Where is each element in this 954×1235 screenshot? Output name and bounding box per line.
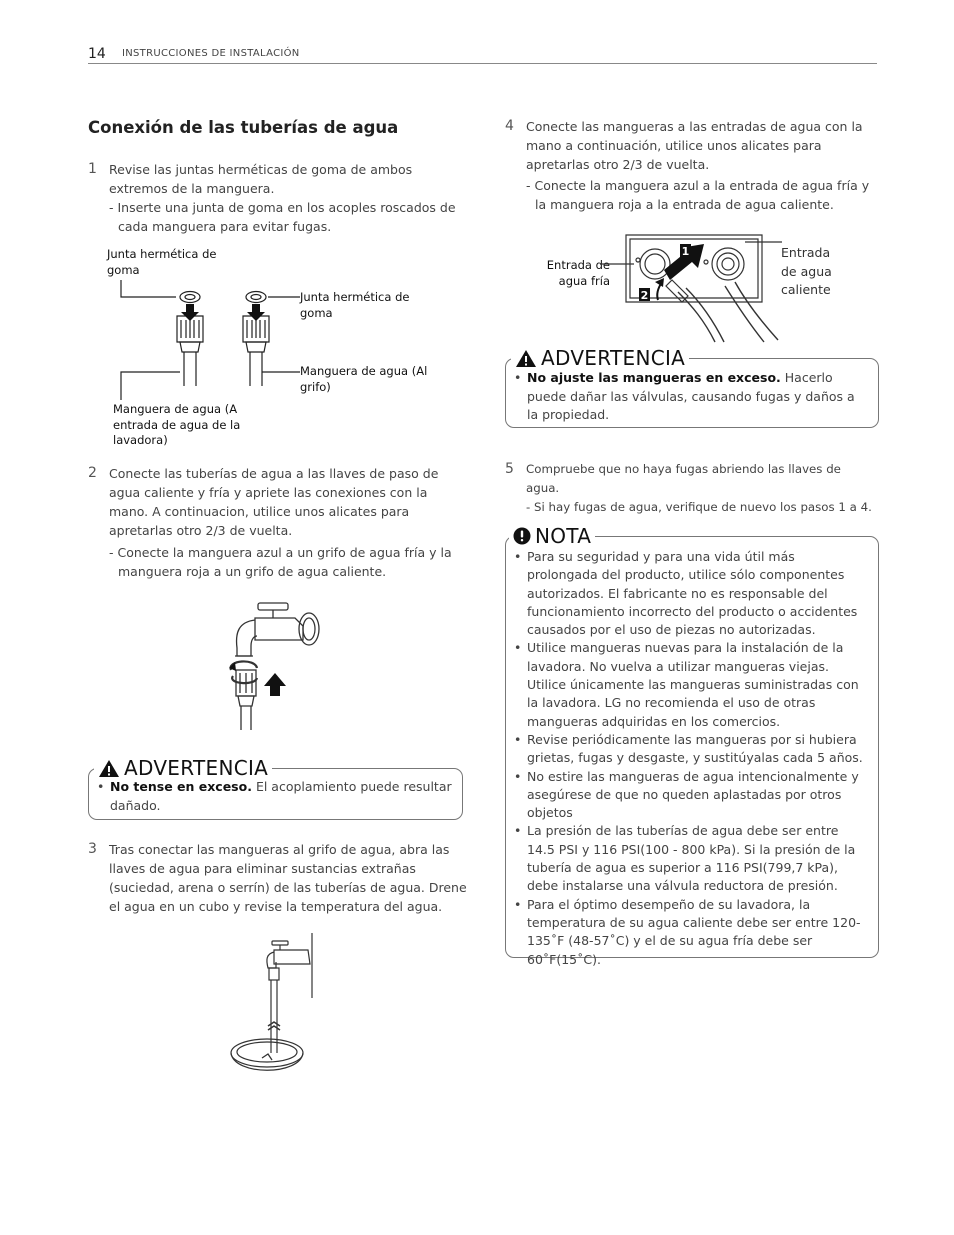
section-title: Conexión de las tuberías de agua: [88, 118, 399, 137]
step-1-number: 1: [88, 161, 97, 177]
step-1-sub: - Inserte una junta de goma en los acoples roscados de cada manguera para evitar fugas.: [109, 200, 456, 234]
label-hose-left: Manguera de agua (A entrada de agua de la lavadora): [113, 402, 241, 447]
warning-box-1: ADVERTENCIA • No tense en exceso. El acoplamiento puede resultar dañado.: [88, 768, 463, 820]
step-3-number: 3: [88, 841, 97, 857]
warning-1-bold: No tense en exceso.: [110, 779, 252, 794]
exclamation-circle-icon: [513, 527, 531, 545]
step-2-sub: - Conecte la manguera azul a un grifo de agua fría y la manguera roja a un grifo de agua caliente.: [109, 545, 452, 579]
warning-1-text: El acoplamiento puede resultar dañado.: [110, 779, 452, 813]
page-header-title: INSTRUCCIONES DE INSTALACIÓN: [122, 48, 300, 59]
label-seal-left: Junta hermética de goma: [107, 247, 217, 277]
label-hose-right: Manguera de agua (Al grifo): [300, 364, 428, 394]
step-3: [88, 840, 468, 916]
step-2-number: 2: [88, 465, 97, 481]
note-item: • La presión de las tuberías de agua debe ser entre 14.5 PSI y 116 PSI(100 - 800 kPa). Si la presión de la tubería de agua es superior a 116 PSI(799,7 kPa), debe instalarse una válvula reductora de presión.: [514, 823, 856, 894]
note-item: • Utilice mangueras nuevas para la instalación de la lavadora. No vuelva a utilizar mangueras viejas. Utilice únicamente las mangueras suministradas con la lavadora. LG no recomienda el uso de otras mangueras adquiridas en los comercios.: [514, 640, 859, 729]
note-heading: [509, 524, 595, 548]
warning-box-2: ADVERTENCIA • No ajuste las mangueras en exceso. Hacerlo puede dañar las válvulas, causando fugas y daños a la propiedad.: [505, 358, 879, 428]
step-5: [505, 460, 877, 517]
warning-1-title: ADVERTENCIA: [124, 756, 269, 780]
step-4-text: Conecte las mangueras a las entradas de agua con la mano a continuación, utilice unos alicates para apretarlas otro 2/3 de vuelta.: [526, 119, 863, 172]
step-5-sub: - Si hay fugas de agua, verifique de nuevo los pasos 1 a 4.: [526, 500, 872, 514]
step-4-number: 4: [505, 118, 514, 134]
hose-seal-illustration: [100, 270, 320, 405]
step-2: [88, 464, 468, 581]
warning-2-title: ADVERTENCIA: [541, 346, 686, 370]
page-number: 14: [88, 46, 106, 62]
note-title: NOTA: [535, 524, 592, 548]
badge-step-1: 1: [681, 245, 690, 258]
step-2-text: Conecte las tuberías de agua a las llaves de paso de agua caliente y fría y apriete las conexiones con la mano. A continuacion, utilice unos alicates para apretarlas otro 2/3 de vuelta.: [109, 466, 439, 538]
note-item: • Para su seguridad y para una vida útil más prolongada del producto, utilice sólo componentes autorizados. El fabricante no es responsable del funcionamiento incorrecto del producto o accidentes causados por el uso de piezas no autorizadas.: [514, 549, 858, 638]
header-rule: [88, 63, 877, 64]
step-3-text: Tras conectar las mangueras al grifo de agua, abra las llaves de agua para eliminar sustancias extrañas (suciedad, arena o serrín) de las tuberías de agua. Drene el agua en un cubo y revise la temperatura del agua.: [109, 842, 467, 914]
label-seal-right: Junta hermética de goma: [300, 290, 410, 320]
step-1-text: Revise las juntas herméticas de goma de ambos extremos de la manguera.: [109, 162, 413, 196]
label-hot-inlet: Entrada de agua caliente: [781, 245, 832, 297]
step-1: [88, 160, 468, 236]
note-item: • Para el óptimo desempeño de su lavadora, la temperatura de su agua caliente debe ser entre 120-135˚F (48-57˚C) y el de su agua fría debe ser 60˚F(15˚C).: [514, 896, 861, 967]
note-item: • Revise periódicamente las mangueras por si hubiera grietas, fugas y desgaste, y sustitúyalas cada 5 años.: [514, 731, 863, 766]
warning-2-text: Hacerlo puede dañar las válvulas, causando fugas y daños a la propiedad.: [527, 370, 855, 422]
step-5-number: 5: [505, 461, 514, 477]
label-cold-inlet: Entrada de agua fría: [546, 258, 610, 288]
step-4-sub: - Conecte la manguera azul a la entrada de agua fría y la manguera roja a la entrada de agua caliente.: [526, 178, 870, 212]
warning-1-heading: [94, 756, 272, 780]
inlet-connection-illustration: [600, 230, 785, 345]
faucet-hose-illustration: [225, 598, 335, 733]
warning-2-bold: No ajuste las mangueras en exceso.: [527, 370, 781, 385]
faucet-bucket-illustration: [222, 928, 332, 1088]
warning-2-heading: [511, 346, 689, 370]
note-box: [505, 524, 879, 967]
warning-triangle-icon: [515, 349, 537, 368]
badge-step-2: 2: [640, 289, 649, 302]
warning-triangle-icon: [98, 759, 120, 778]
step-4: [505, 117, 877, 214]
note-item: • No estire las mangueras de agua intencionalmente y asegúrese de que no queden aplastadas por otros objetos: [514, 768, 859, 821]
step-5-text: Compruebe que no haya fugas abriendo las llaves de agua.: [526, 462, 841, 495]
note-list: [514, 548, 866, 969]
